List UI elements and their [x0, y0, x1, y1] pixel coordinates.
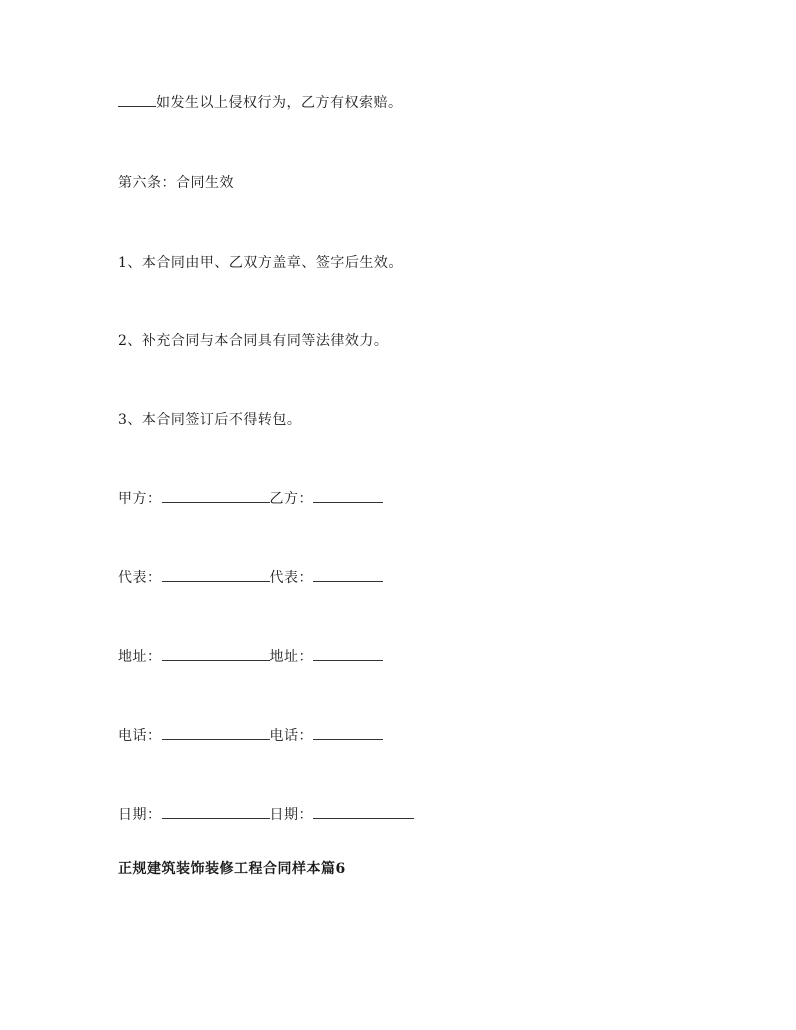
addr-a-blank — [162, 648, 270, 661]
blank-underline — [118, 94, 156, 107]
infringement-paragraph — [118, 94, 403, 112]
rep-a-label: 代表： — [118, 570, 162, 586]
party-a-blank — [162, 490, 270, 503]
signature-row-representative — [118, 569, 383, 587]
date-a-label: 日期： — [118, 807, 162, 823]
clause-3: 3、本合同签订后不得转包。 — [118, 412, 302, 428]
clause-2: 2、补充合同与本合同具有同等法律效力。 — [118, 333, 389, 349]
rep-b-blank — [313, 569, 383, 582]
article-6-title: 第六条：合同生效 — [118, 175, 234, 191]
party-b-blank — [313, 490, 383, 503]
phone-a-label: 电话： — [118, 728, 162, 744]
infringement-text: 如发生以上侵权行为，乙方有权索赔。 — [156, 95, 403, 111]
date-b-label: 日期： — [269, 807, 313, 823]
signature-row-date — [118, 806, 414, 824]
next-section-title: 正规建筑装饰装修工程合同样本篇6 — [118, 861, 346, 877]
party-b-label: 乙方： — [269, 491, 313, 507]
party-a-label: 甲方： — [118, 491, 162, 507]
date-a-blank — [162, 806, 270, 819]
phone-b-label: 电话： — [269, 728, 313, 744]
clause-1: 1、本合同由甲、乙双方盖章、签字后生效。 — [118, 255, 403, 271]
phone-b-blank — [313, 727, 383, 740]
rep-a-blank — [162, 569, 270, 582]
addr-b-blank — [313, 648, 383, 661]
signature-row-phone — [118, 727, 383, 745]
addr-a-label: 地址： — [118, 649, 162, 665]
rep-b-label: 代表： — [269, 570, 313, 586]
signature-row-address — [118, 648, 383, 666]
phone-a-blank — [162, 727, 270, 740]
signature-row-party — [118, 490, 383, 508]
date-b-blank — [313, 806, 414, 819]
addr-b-label: 地址： — [269, 649, 313, 665]
